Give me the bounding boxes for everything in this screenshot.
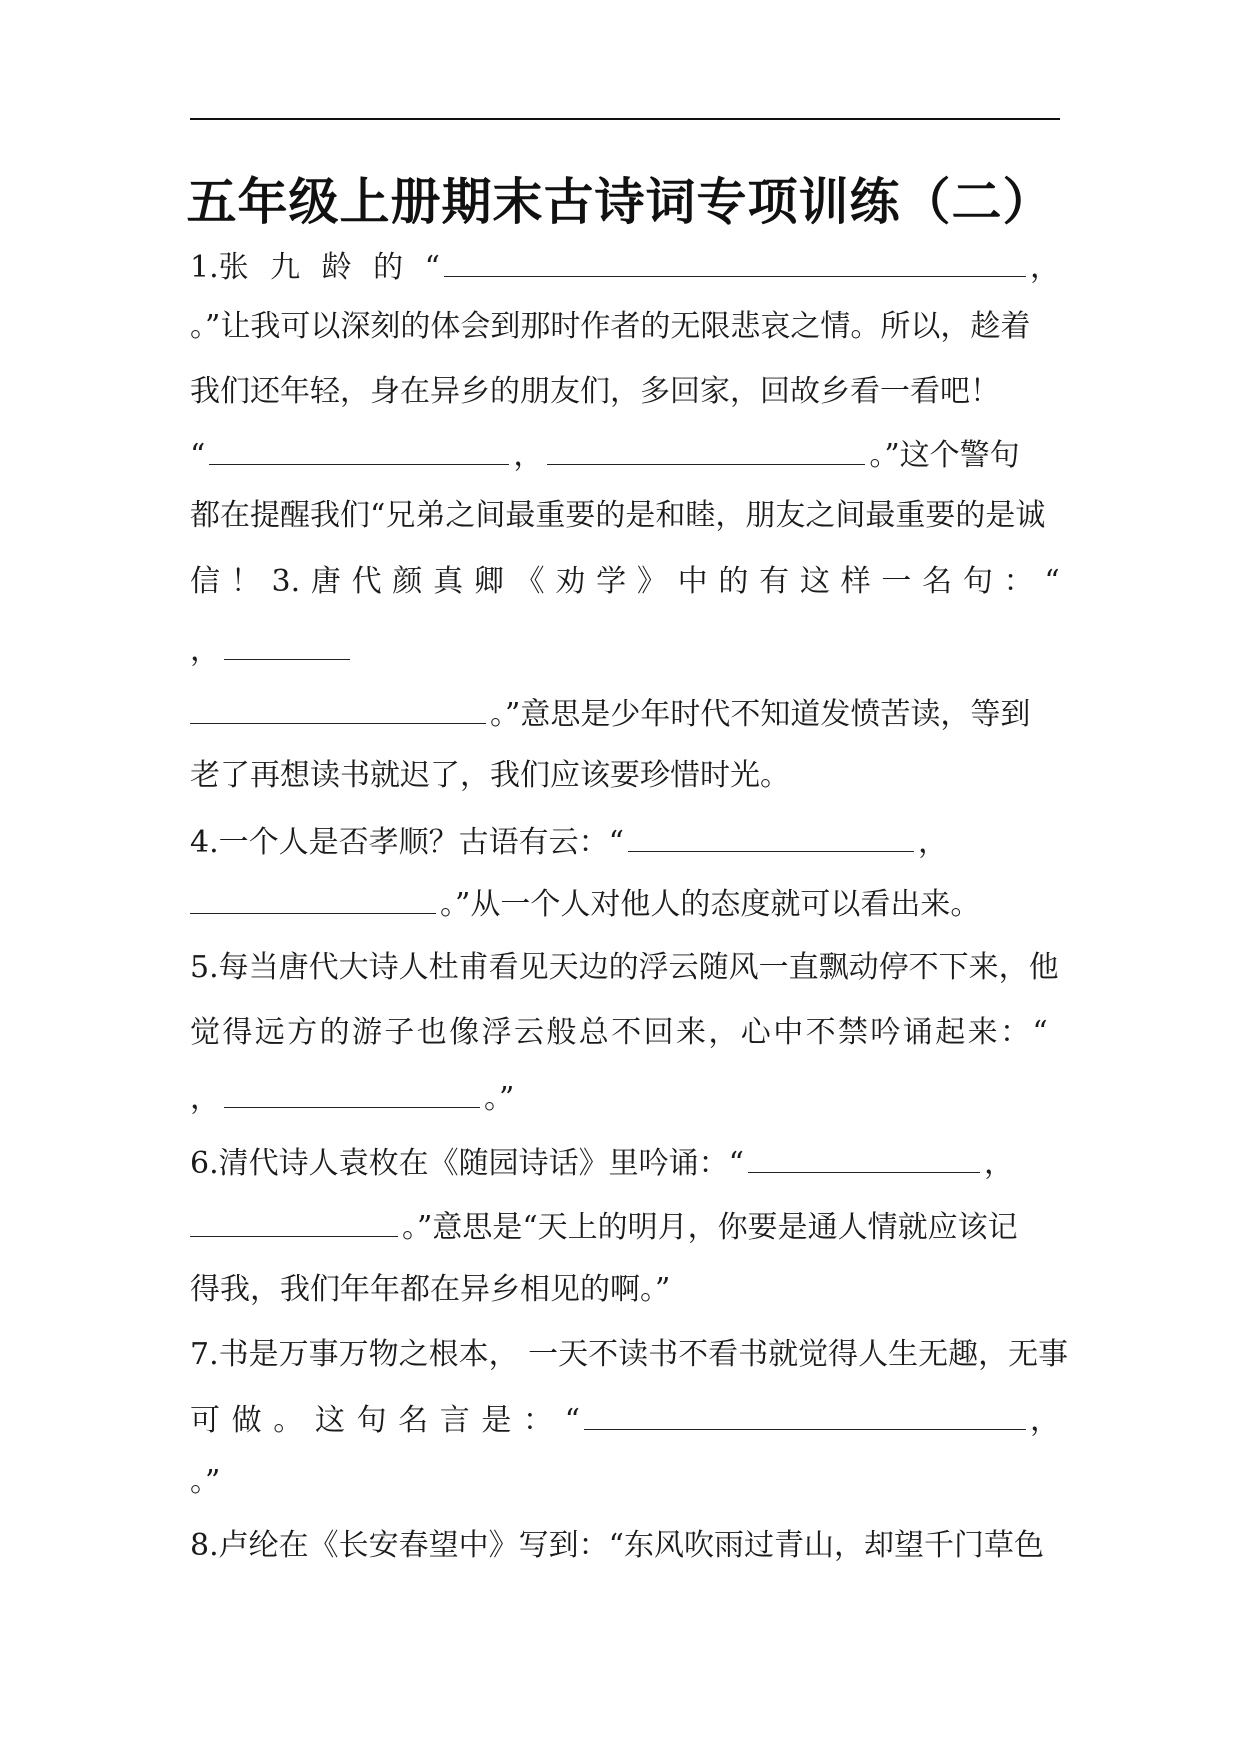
spaced-char: 代 bbox=[351, 564, 382, 599]
question-4-tail: 。”从一个人对他人的态度就可以看出来。 bbox=[440, 887, 981, 922]
open-quote: “ bbox=[190, 438, 206, 473]
question-6-line-3: 得我，我们年年都在异乡相见的啊。” bbox=[190, 1272, 671, 1307]
punct-comma: ， bbox=[917, 825, 948, 860]
spaced-char: 真 bbox=[433, 564, 464, 599]
answer-blank[interactable] bbox=[224, 629, 350, 660]
question-6-line-1 bbox=[190, 1142, 1060, 1184]
question-4-line-2 bbox=[190, 883, 1060, 925]
spaced-char: 的 bbox=[718, 564, 749, 599]
spaced-char: 这 bbox=[799, 564, 830, 599]
question-7-lead bbox=[190, 1401, 580, 1441]
spaced-char: 》 bbox=[636, 564, 667, 599]
question-6-line-2 bbox=[190, 1206, 1060, 1248]
spaced-char: 有 bbox=[759, 564, 790, 599]
answer-blank[interactable] bbox=[190, 1206, 398, 1237]
question-7-line-2 bbox=[190, 1399, 1060, 1441]
answer-blank[interactable] bbox=[748, 1142, 980, 1173]
punct-comma: ， bbox=[190, 1081, 220, 1116]
spaced-char: 句 bbox=[356, 1403, 387, 1438]
spaced-char: 是 bbox=[481, 1403, 512, 1438]
spaced-char: 《 bbox=[514, 564, 545, 599]
spaced-char: 做 bbox=[231, 1403, 262, 1438]
question-5-line-3 bbox=[190, 1077, 1060, 1119]
spaced-char: ： bbox=[523, 1403, 553, 1438]
question-5-line-2: 觉得远方的游子也像浮云般总不回来，心中不禁吟诵起来：“ bbox=[190, 1015, 1051, 1050]
header-rule bbox=[190, 118, 1060, 120]
answer-blank[interactable] bbox=[628, 821, 914, 852]
punct-comma: ， bbox=[1030, 250, 1060, 285]
spaced-char: 句 bbox=[962, 564, 993, 599]
spaced-char: 九 bbox=[270, 250, 301, 285]
spaced-char: 一 bbox=[881, 564, 912, 599]
question-1-lead bbox=[190, 248, 440, 288]
question-7-line-3: 。” bbox=[190, 1464, 221, 1499]
question-3-line-1 bbox=[190, 562, 1060, 602]
question-1-line-1 bbox=[190, 246, 1060, 288]
question-6-tail: 。”意思是“天上的明月，你要是通人情就应该记 bbox=[402, 1210, 1018, 1245]
question-6-lead: 6.清代诗人袁枚在《随园诗话》里吟诵：“ bbox=[190, 1146, 744, 1181]
spaced-char: 1.张 bbox=[190, 250, 249, 285]
spaced-char: 学 bbox=[596, 564, 627, 599]
question-5-line-1: 5.每当唐代大诗人杜甫看见天边的浮云随风一直飘动停不下来，他 bbox=[190, 950, 1059, 985]
spaced-char: 样 bbox=[840, 564, 871, 599]
question-3-line-3 bbox=[190, 693, 1060, 735]
question-3-line-2 bbox=[190, 629, 1060, 671]
question-8-line-1: 8.卢纶在《长安春望中》写到：“东风吹雨过青山，却望千门草色 bbox=[190, 1528, 1044, 1563]
spaced-char: “ bbox=[424, 250, 440, 285]
punct-comma: ， bbox=[983, 1146, 1014, 1181]
answer-blank[interactable] bbox=[444, 246, 1026, 277]
answer-blank[interactable] bbox=[209, 434, 509, 465]
question-1-line-3: 我们还年轻，身在异乡的朋友们，多回家，回故乡看一看吧！ bbox=[190, 374, 1000, 409]
question-4-lead: 4.一个人是否孝顺？古语有云：“ bbox=[190, 825, 624, 860]
spaced-char: 可 bbox=[190, 1403, 220, 1438]
question-2-line-2: 都在提醒我们“兄弟之间最重要的是和睦，朋友之间最重要的是诚 bbox=[190, 498, 1046, 533]
spaced-char: 劝 bbox=[555, 564, 586, 599]
spaced-char: 的 bbox=[373, 250, 404, 285]
spaced-char: 名 bbox=[922, 564, 953, 599]
question-3-tail: 。”意思是少年时代不知道发愤苦读，等到 bbox=[490, 697, 1031, 732]
answer-blank[interactable] bbox=[547, 434, 865, 465]
answer-blank[interactable] bbox=[584, 1399, 1026, 1430]
answer-blank[interactable] bbox=[190, 883, 436, 914]
spaced-char: 这 bbox=[314, 1403, 345, 1438]
punct-comma: ， bbox=[513, 438, 544, 473]
answer-blank[interactable] bbox=[190, 693, 486, 724]
question-1-line-2: 。”让我可以深刻的体会到那时作者的无限悲哀之情。所以，趁着 bbox=[190, 309, 1031, 344]
question-4-line-1 bbox=[190, 821, 1060, 863]
spaced-char: 颜 bbox=[392, 564, 423, 599]
spaced-char: “ bbox=[564, 1403, 580, 1438]
question-2-line-1 bbox=[190, 434, 1060, 476]
punct-comma: ， bbox=[1030, 1403, 1060, 1438]
spaced-char: 言 bbox=[439, 1403, 470, 1438]
spaced-char: ！ bbox=[230, 564, 261, 599]
question-3-line-4: 老了再想读书就迟了，我们应该要珍惜时光。 bbox=[190, 758, 790, 793]
page-title: 五年级上册期末古诗词专项训练（二） bbox=[186, 173, 1054, 231]
spaced-char: 3. bbox=[271, 564, 301, 599]
spaced-char: 名 bbox=[398, 1403, 429, 1438]
spaced-char: “ bbox=[1044, 564, 1060, 599]
question-5-tail: 。” bbox=[484, 1081, 515, 1116]
spaced-char: 信 bbox=[190, 564, 220, 599]
answer-blank[interactable] bbox=[224, 1077, 480, 1108]
spaced-char: 龄 bbox=[321, 250, 352, 285]
spaced-char: 卿 bbox=[473, 564, 504, 599]
question-2-tail: 。”这个警句 bbox=[869, 438, 1020, 473]
spaced-char: 中 bbox=[677, 564, 708, 599]
spaced-char: ： bbox=[1003, 564, 1034, 599]
question-7-line-1: 7.书是万事万物之根本， 一天不读书不看书就觉得人生无趣，无事 bbox=[190, 1337, 1069, 1372]
spaced-char: 唐 bbox=[310, 564, 341, 599]
punct-comma: ， bbox=[190, 633, 220, 668]
spaced-char: 。 bbox=[273, 1403, 304, 1438]
